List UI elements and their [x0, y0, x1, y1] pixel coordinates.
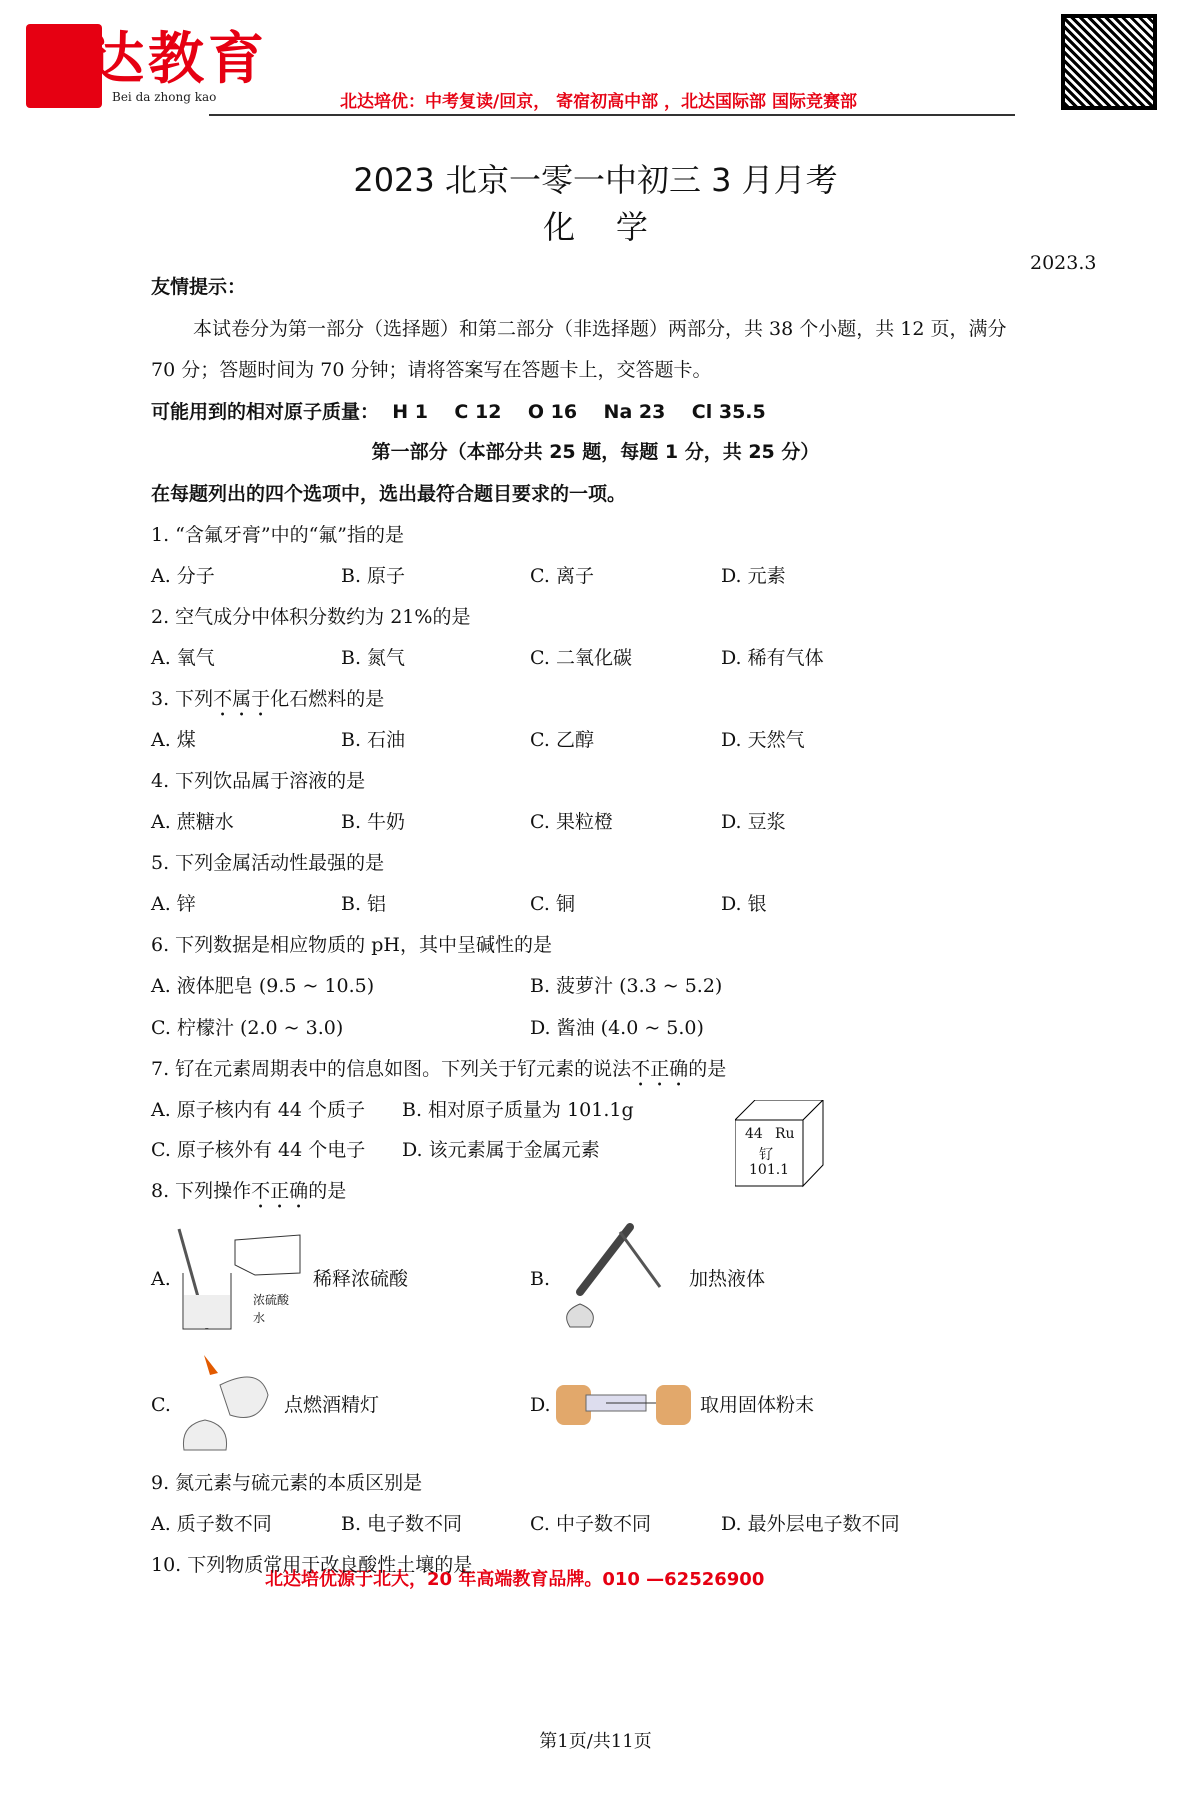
stem-text: 10. 下列物质常用于改良酸性土壤的是	[151, 1554, 473, 1576]
atomic-masses: 可能用到的相对原子质量： H 1 C 12 O 16 Na 23 Cl 35.5	[151, 401, 766, 423]
element-card	[735, 1100, 825, 1190]
emphasis-text: 不正确	[631, 1058, 689, 1080]
element-symbol: Ru	[775, 1126, 795, 1142]
element-number: 44	[745, 1126, 763, 1142]
option: D. 最外层电子数不同	[721, 1513, 900, 1535]
notice-line-2: 70 分；答题时间为 70 分钟；请将答案写在答题卡上，交答题卡。	[151, 359, 712, 381]
label-conc-acid: 浓硫酸	[253, 1293, 290, 1307]
stem-text: 的是	[308, 1180, 347, 1202]
exam-title: 2023 北京一零一中初三 3 月月考	[353, 161, 838, 199]
option: B. 氮气	[341, 647, 406, 669]
option: A. 分子	[151, 565, 215, 587]
option: B. 铝	[341, 893, 387, 915]
option: B. 电子数不同	[341, 1513, 463, 1535]
question-stem	[151, 1553, 472, 1577]
question-stem	[151, 523, 404, 547]
header-slogan: 北达培优：中考复读/回京， 寄宿初高中部 ，北达国际部 国际竞赛部	[340, 92, 857, 112]
question-stem	[151, 687, 384, 721]
option: B. 原子	[341, 565, 406, 587]
element-name: 钌	[759, 1147, 773, 1163]
stem-text: 2. 空气成分中体积分数约为 21%的是	[151, 606, 471, 628]
subject-title: 化 学	[543, 208, 648, 246]
stem-text: 化石燃料的是	[270, 688, 385, 710]
emphasis-text: 不正确	[251, 1180, 309, 1202]
option: A. 煤	[151, 729, 196, 751]
part1-instruction: 在每题列出的四个选项中，选出最符合题目要求的一项。	[151, 483, 627, 505]
figure-caption: 稀释浓硫酸	[313, 1268, 409, 1290]
option: D. 银	[721, 893, 767, 915]
option: D. 酱油 (4.0 ~ 5.0)	[530, 1017, 704, 1039]
exam-date: 2023.3	[1030, 252, 1097, 274]
option: D. 天然气	[721, 729, 805, 751]
option: D. 该元素属于金属元素	[402, 1139, 600, 1161]
option: C. 铜	[530, 893, 575, 915]
option: B. 相对原子质量为 101.1g	[402, 1099, 634, 1121]
question-stem	[151, 769, 365, 793]
question-stem	[151, 851, 384, 875]
option: D. 稀有气体	[721, 647, 824, 669]
option: C. 柠檬汁 (2.0 ~ 3.0)	[151, 1017, 344, 1039]
stem-text: 8. 下列操作	[151, 1180, 252, 1202]
question-stem	[151, 1471, 422, 1495]
figure-take-powder	[556, 1380, 691, 1434]
option: B.	[530, 1268, 551, 1290]
stem-text: 7. 钌在元素周期表中的信息如图。下列关于钌元素的说法	[151, 1058, 632, 1080]
figure-heat-liquid	[560, 1222, 670, 1341]
option: A. 液体肥皂 (9.5 ~ 10.5)	[151, 975, 375, 997]
option: D. 元素	[721, 565, 786, 587]
notice-line-1: 本试卷分为第一部分（选择题）和第二部分（非选择题）两部分，共 38 个小题，共 12 页，满分	[193, 318, 1007, 340]
emphasis-text: 不属于	[213, 688, 271, 710]
element-mass: 101.1	[749, 1162, 790, 1178]
question-stem	[151, 1057, 726, 1091]
stem-text: 1. “含氟牙膏”中的“氟”指的是	[151, 524, 405, 546]
option: B. 牛奶	[341, 811, 406, 833]
question-stem	[151, 1179, 346, 1213]
notice-label: 友情提示：	[151, 276, 247, 298]
stem-text: 的是	[688, 1058, 727, 1080]
figure-caption: 取用固体粉末	[700, 1394, 815, 1416]
stem-text: 4. 下列饮品属于溶液的是	[151, 770, 366, 792]
option: D.	[530, 1394, 551, 1416]
option: A. 锌	[151, 893, 196, 915]
figure-dilute-acid	[175, 1225, 315, 1339]
option: C. 中子数不同	[530, 1513, 651, 1535]
option: B. 菠萝汁 (3.3 ~ 5.2)	[530, 975, 723, 997]
option: A. 蔗糖水	[151, 811, 234, 833]
figure-caption: 加热液体	[689, 1268, 766, 1290]
qr-code	[1061, 14, 1157, 110]
figure-caption: 点燃酒精灯	[284, 1394, 380, 1416]
option: C.	[151, 1394, 171, 1416]
option: C. 原子核外有 44 个电子	[151, 1139, 366, 1161]
option: C. 乙醇	[530, 729, 594, 751]
question-stem	[151, 933, 552, 957]
question-stem	[151, 605, 470, 629]
stem-text: 5. 下列金属活动性最强的是	[151, 852, 385, 874]
option: D. 豆浆	[721, 811, 786, 833]
option: B. 石油	[341, 729, 406, 751]
stem-text: 3. 下列	[151, 688, 214, 710]
label-water: 水	[253, 1311, 266, 1325]
option: A.	[151, 1268, 171, 1290]
footer-ad: 北达培优源于北大，20 年高端教育品牌。010 —62526900	[265, 1569, 765, 1590]
option: A. 原子核内有 44 个质子	[151, 1099, 366, 1121]
option: A. 氧气	[151, 647, 215, 669]
stem-text: 6. 下列数据是相应物质的 pH，其中呈碱性的是	[151, 934, 552, 956]
option: C. 离子	[530, 565, 594, 587]
logo-text: 北达教育	[28, 26, 268, 92]
part1-title: 第一部分（本部分共 25 题，每题 1 分，共 25 分）	[371, 441, 820, 463]
page-number: 第1页/共11页	[539, 1731, 652, 1752]
header-rule	[209, 114, 1015, 116]
option: C. 二氧化碳	[530, 647, 632, 669]
logo-sub: Bei da zhong kao	[112, 90, 217, 104]
stem-text: 9. 氮元素与硫元素的本质区别是	[151, 1472, 423, 1494]
option: C. 果粒橙	[530, 811, 613, 833]
option: A. 质子数不同	[151, 1513, 272, 1535]
figure-light-lamp	[180, 1355, 275, 1469]
